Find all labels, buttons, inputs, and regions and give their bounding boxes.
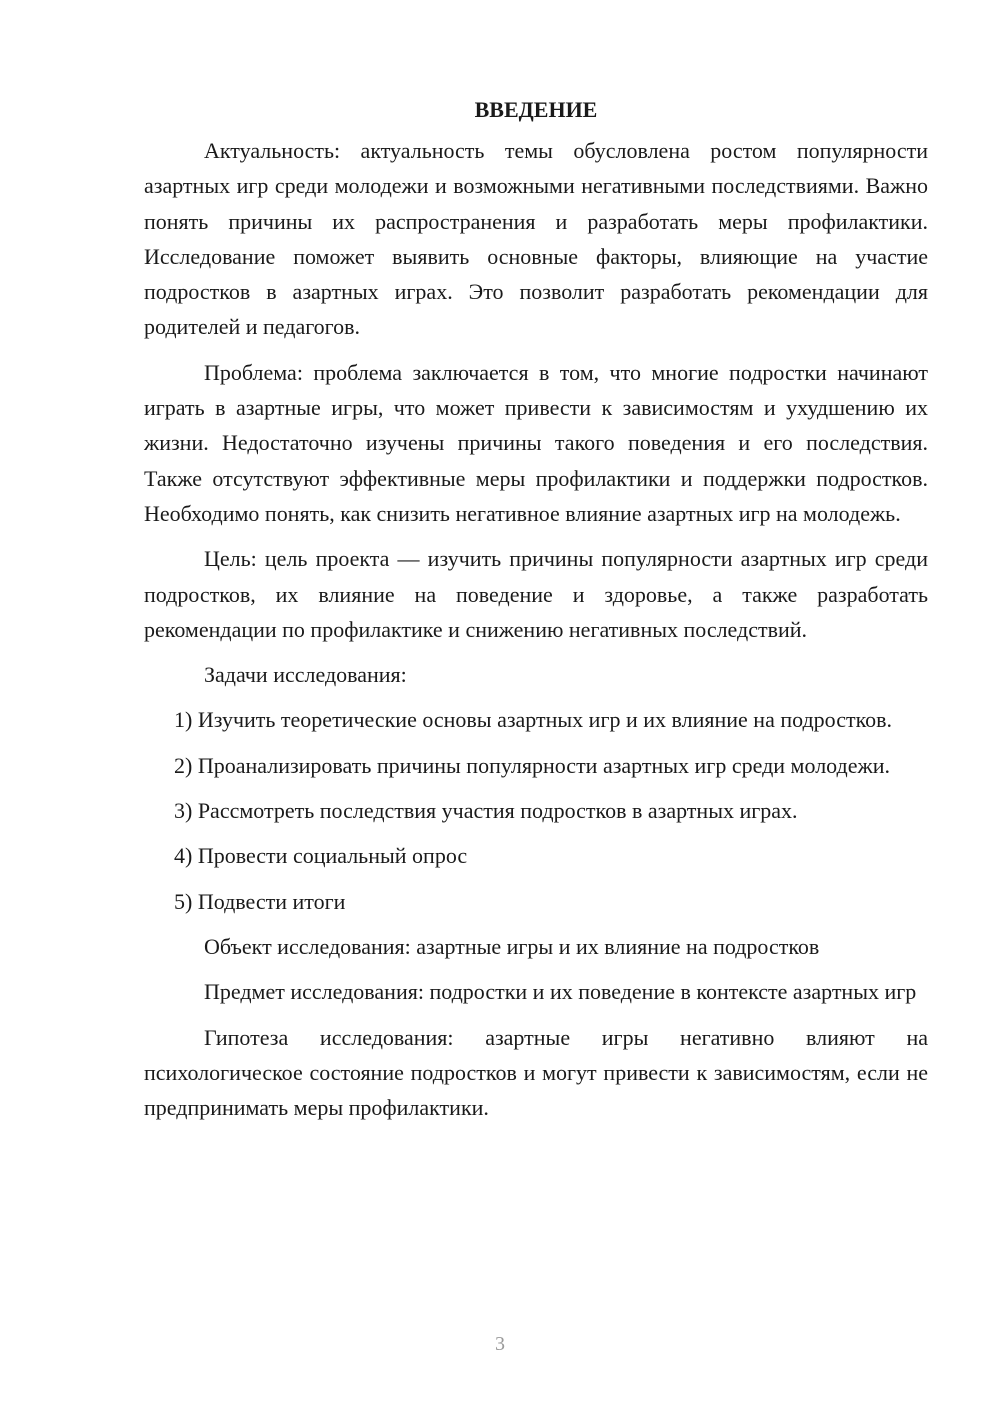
hypothesis-paragraph: Гипотеза исследования: азартные игры негативно влияют на психологическое состояние подростков и могут привести к зависимостям, если не предпринимать меры профилактики. xyxy=(144,1024,928,1121)
goal-paragraph: Цель: цель проекта — изучить причины популярности азартных игр среди подростков, их влияние на поведение и здоровье, а также разработать рекомендации по профилактике и снижению негативных последствий. xyxy=(144,546,928,642)
subject-paragraph: Предмет исследования: подростки и их поведение в контексте азартных игр xyxy=(204,979,917,1005)
task-item-4: 4) Провести социальный опрос xyxy=(174,843,468,869)
task-item-5: 5) Подвести итоги xyxy=(174,888,346,914)
task-item-3: 3) Рассмотреть последствия участия подростков в азартных играх. xyxy=(174,798,798,824)
page-number: 3 xyxy=(495,1333,505,1355)
tasks-title: Задачи исследования: xyxy=(204,662,407,688)
section-heading: ВВЕДЕНИЕ xyxy=(474,97,598,122)
object-paragraph: Объект исследования: азартные игры и их влияние на подростков xyxy=(204,933,820,959)
relevance-paragraph: Актуальность: актуальность темы обусловлена ростом популярности азартных игр среди молодежи и возможными негативными последствиями. Важно понять причины их распространения и разработать меры профилактики. Исследование поможет выявить основные факторы, влияющие на участие подростков в азартных играх. Это позволит разработать рекомендации для родителей и педагогов. xyxy=(144,138,928,340)
problem-paragraph: Проблема: проблема заключается в том, что многие подростки начинают играть в азартные игры, что может привести к зависимостям и ухудшению их жизни. Недостаточно изучены причины такого поведения и его последствия. Также отсутствуют эффективные меры профилактики и поддержки подростков. Необходимо понять, как снизить негативное влияние азартных игр на молодежь. xyxy=(144,359,928,526)
document-page xyxy=(144,92,928,1135)
task-item-2: 2) Проанализировать причины популярности азартных игр среди молодежи. xyxy=(174,752,890,778)
task-item-1: 1) Изучить теоретические основы азартных игр и их влияние на подростков. xyxy=(174,707,893,733)
